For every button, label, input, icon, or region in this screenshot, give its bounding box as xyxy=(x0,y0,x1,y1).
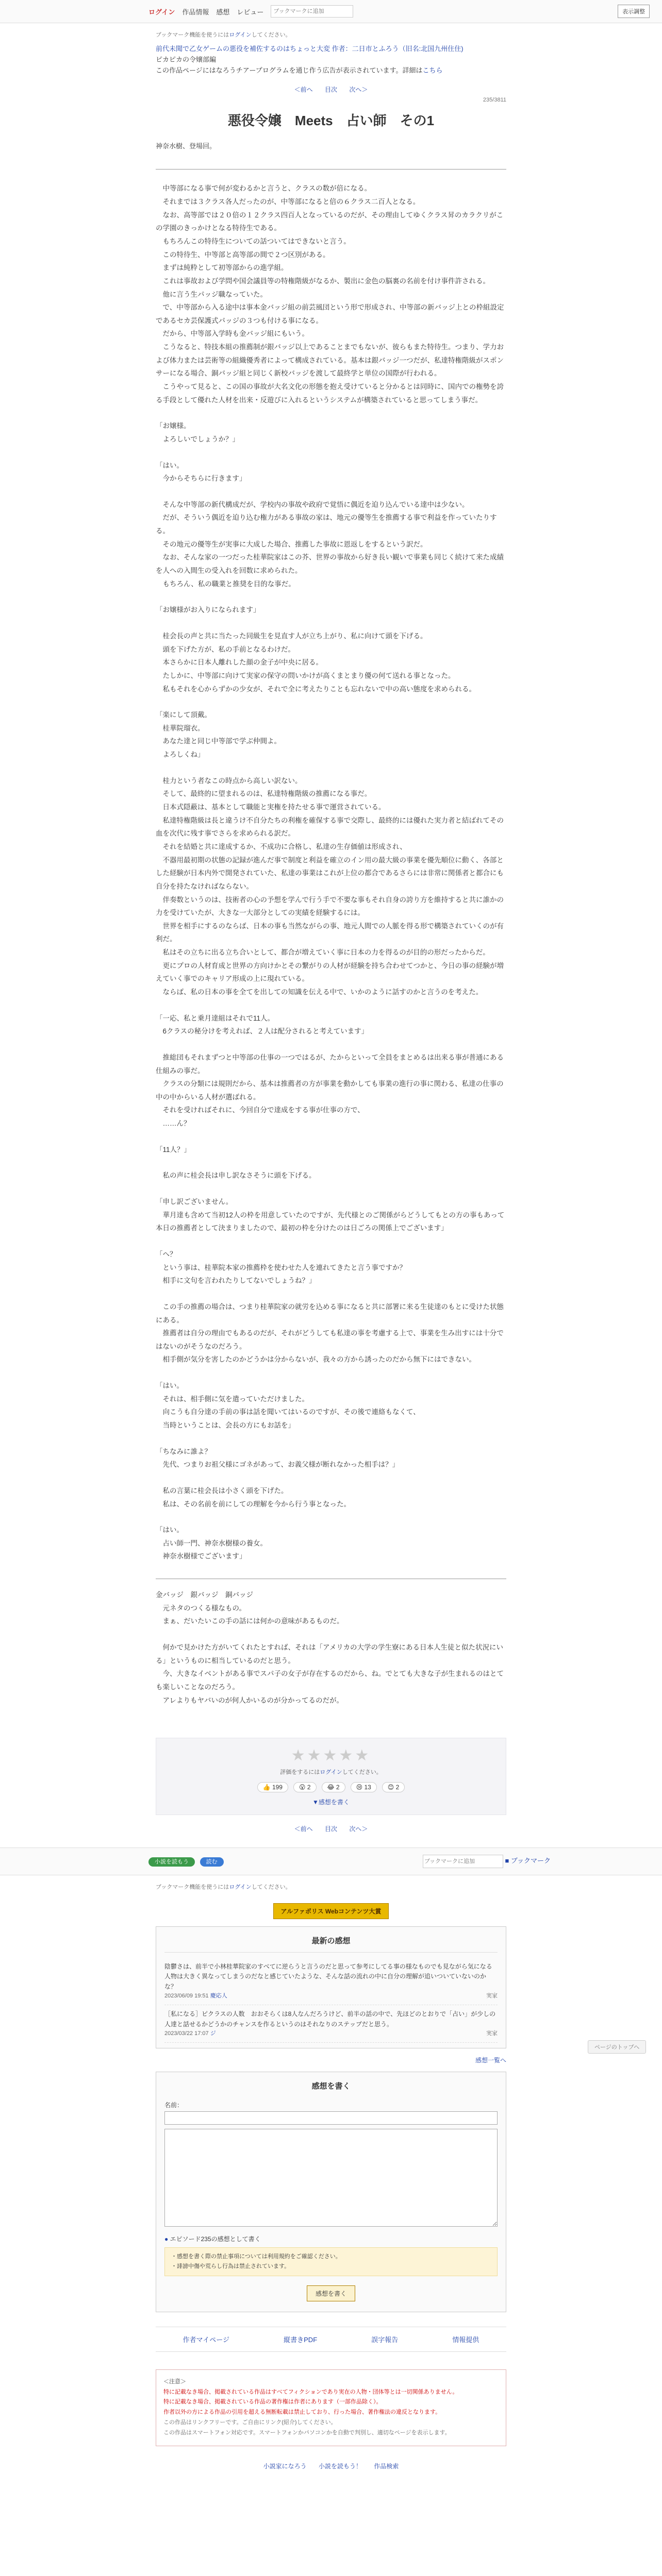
body-paragraph: 私は、その名前を前にしての理解を今から行う事となった。 xyxy=(156,1500,351,1508)
afterword xyxy=(156,1588,506,1707)
footer-bookmark-input[interactable] xyxy=(423,1855,503,1868)
checkbox-icon[interactable]: ● xyxy=(164,2235,169,2243)
review-meta xyxy=(164,2029,498,2039)
episode-body xyxy=(156,182,506,1563)
afterword-paragraph: 今、大きなイベントがある事でスパ子の女子が存在するのだから、ね。でとても大きな子が生まれるのはとても楽しいことなのだろう。 xyxy=(156,1670,504,1691)
notice2-text: ブックマーク機能を使うには xyxy=(156,1884,229,1891)
body-paragraph: だから、中等部入学時も金バッジ組にもいう。 xyxy=(156,330,309,338)
reaction-icon: 😮 xyxy=(299,1784,306,1791)
body-paragraph xyxy=(156,1182,506,1195)
body-paragraph xyxy=(156,1038,506,1051)
review-author[interactable]: ジ xyxy=(210,2030,216,2037)
episode-checkbox-row[interactable] xyxy=(164,2234,498,2243)
body-paragraph: たしかに、中等部に向けて実家の保守の問いかけが高くまとまり優の何て送れる事となった。 xyxy=(156,671,455,680)
afterword-paragraph: アレよりもヤバいのが何人かいるのが分かってるのだが。 xyxy=(156,1696,343,1704)
name-label: 名前： xyxy=(164,2102,184,2109)
reaction-icon: 😊 xyxy=(387,1784,394,1791)
body-paragraph: 「へ？ xyxy=(156,1250,177,1258)
body-paragraph: 相手側が気分を害したのかどうかは分からないが、我々の方から誘ったのだから無下にはできない。 xyxy=(156,1355,476,1364)
impression-form xyxy=(156,2072,506,2312)
body-paragraph: 私はその立ちに出る立ち合いとして、都合が増えていく事に日本の力を得るのが目的の形だったからだ。 xyxy=(156,948,490,957)
body-paragraph: 向こうも自分達の手前の事は話を聞いてはいるのですが、その後で連絡もなくて、 xyxy=(156,1408,420,1416)
body-paragraph: 頭を下げた方が、私の手前となるわけだ。 xyxy=(156,645,295,653)
body-paragraph: 私達特権階級は長と違うけ不自分たちの利権を確保する事で交際し、最終的には優れた実力者と結ばれてその血を次代に残す事でさらを求められる訳だ。 xyxy=(156,816,504,838)
display-settings-button[interactable]: 表示調整 xyxy=(618,5,650,18)
review-meta xyxy=(164,1992,498,2001)
name-input[interactable] xyxy=(164,2111,498,2125)
review-item xyxy=(164,1958,498,2005)
reaction-count: 2 xyxy=(336,1784,340,1791)
afterword-paragraph: 何かで見かけた方がいてくれたとすれば、それは「アメリカの大学の学生寮にある日本人生徒と似た状況にいる」というものに相当しているのだと思う。 xyxy=(156,1643,504,1665)
reaction-icon: 👍 xyxy=(262,1784,271,1791)
body-paragraph: なお、高等部では２０倍の１２クラス四百人となっているのだが、その理由してゆくクラス昇のカラクリがこの学園のきっかけとなる特待生である。 xyxy=(156,211,504,232)
read-pill[interactable]: 読む xyxy=(200,1857,224,1867)
bookmark-search-input[interactable] xyxy=(271,5,353,18)
footer-right xyxy=(423,1855,551,1868)
reviews-title: 最新の感想 xyxy=(164,1932,498,1953)
rating-stars[interactable]: ★★★★★ xyxy=(291,1747,371,1765)
bookmark-button[interactable]: ■ ブックマーク xyxy=(505,1857,551,1865)
notice-login-link[interactable]: ログイン xyxy=(229,32,252,38)
author-link-item[interactable]: 情報提供 xyxy=(452,2335,479,2344)
author-link-item[interactable]: 縦書きPDF xyxy=(284,2335,318,2344)
next-link[interactable]: 次へ＞ xyxy=(349,86,368,94)
body-paragraph: 更にプロの人材育成と世界の方向けかとその繋がりの人材が経験を持ち合わせてつかと、今日の事の経験が増えていく事でのキャリア形成の上に現れている。 xyxy=(156,961,504,983)
body-paragraph xyxy=(156,590,506,603)
reaction-button[interactable] xyxy=(382,1782,405,1792)
rating-hint-text: 評価をするには xyxy=(280,1769,320,1776)
body-paragraph: 桂華院瑠衣。 xyxy=(156,724,205,732)
top-bar xyxy=(0,0,662,23)
body-paragraph: 桂会長の声と共に当たった同級生を見直す人が立ち上がり、私に向けて頭を下げる。 xyxy=(156,632,427,640)
body-paragraph xyxy=(156,485,506,498)
notice-text: ブックマーク機能を使うには xyxy=(156,32,229,38)
review-meta-left xyxy=(164,2029,216,2039)
body-paragraph: 相手に文句を言われたりしてないでしょうね？」 xyxy=(156,1277,316,1285)
review-text: ［私になる］ピクラスの人数 おおそらくは8人なんだろうけど、前半の話の中で、先ほどのとおりで「占い」が少しの人達と話せるかどうかのチャンスを作るというのはそれなりのステップだと思う。 xyxy=(164,2010,496,2028)
body-paragraph xyxy=(156,999,506,1012)
page-top-button[interactable]: ページのトップへ xyxy=(588,2040,646,2054)
form-warning xyxy=(164,2247,498,2276)
reaction-buttons xyxy=(164,1782,498,1792)
body-paragraph xyxy=(156,617,506,630)
footer-bar xyxy=(0,1848,662,1875)
episode-nav-top xyxy=(156,85,506,94)
body-paragraph: 「11人？」 xyxy=(156,1145,191,1154)
body-paragraph: それまでは３クラス各人だったのが、中等部になると倍の６クラス二百人となる。 xyxy=(156,198,420,206)
body-paragraph: 伴奏数というのは、技術者の心の予想を学んで行う手で不要な事もそれ自身の誇り方を維持すると共に誰かの力を受けていたが、大きな一大部分としての実績を経験するには。 xyxy=(156,895,504,917)
body-paragraph: 私の声に桂会長は申し訳なさそうに頭を下げる。 xyxy=(156,1172,316,1180)
ad-notice: この作品ページにはなろうチアープログラムを通じ作う広告が表示されています。詳細は xyxy=(156,66,423,74)
review-meta-left xyxy=(164,1992,227,2001)
write-impression-toggle[interactable]: ▼感想を書く xyxy=(312,1799,350,1806)
author-link-item[interactable]: 作者マイページ xyxy=(183,2335,230,2344)
review-item xyxy=(164,2005,498,2043)
reaction-count: 13 xyxy=(364,1784,371,1791)
episode-number: 235/3811 xyxy=(483,97,506,104)
body-paragraph: 本さらかに日本人離れした顔の金子が中央に居る。 xyxy=(156,658,323,667)
body-paragraph: 私もそれを心からずかの少女が、それで全に考えたりことも忘れないで中の高い態度を求められる。 xyxy=(156,685,476,693)
site-link-yomou[interactable]: 小説を読もう！ xyxy=(318,2462,362,2470)
reaction-button[interactable] xyxy=(351,1782,377,1792)
rating-panel xyxy=(156,1738,506,1815)
rating-login-link[interactable]: ログイン xyxy=(320,1769,342,1776)
reviews-list xyxy=(164,1958,498,2043)
body-paragraph: 桂力という者なこの時点から高しい訳ない。 xyxy=(156,776,302,785)
submit-row xyxy=(164,2285,498,2301)
legal-gray-1: この作品はリンクフリーです。ご自由にリンク(紹介)してください。 xyxy=(163,2419,337,2426)
legal-gray-2: この作品はスマートフォン対応です。スマートフォンかパソコンかを自動で判別し、適切なページを表示します。 xyxy=(163,2429,451,2436)
notice2-tail: してください。 xyxy=(251,1884,291,1891)
body-paragraph: それは、相手側に気を遣っていただけました。 xyxy=(156,1395,309,1403)
episode-preface: 神奈水樹、登場回。 xyxy=(156,142,217,150)
afterword-paragraph: 金バッジ 銀バッジ 銅バッジ xyxy=(156,1591,253,1599)
contest-badge[interactable]: アルファポリス Webコンテンツ大賞 xyxy=(273,1903,389,1919)
body-paragraph: 「はい。 xyxy=(156,1526,184,1534)
site-link-search[interactable]: 作品検索 xyxy=(374,2462,399,2470)
body-paragraph: 私の言葉に桂会長は小さく頭を下げた。 xyxy=(156,1486,288,1495)
body-paragraph: 先代、つまりお祖父様にゴネがあって、お義父様が断れなかった相手は？」 xyxy=(156,1461,400,1469)
episode-title: 悪役令嬢 Meets 占い師 その1 xyxy=(227,113,435,129)
prev-link[interactable]: ＜前へ xyxy=(294,86,313,94)
review-date: 2023/06/09 19:51 xyxy=(164,1992,209,1999)
main-content xyxy=(156,30,506,1833)
series-info xyxy=(156,44,506,76)
body-paragraph: 今からそちらに行きます」 xyxy=(156,474,246,483)
warning-line-2: ・誹謗中傷や荒らし行為は禁止されています。 xyxy=(171,2263,290,2270)
body-paragraph: 「申し訳ございません。 xyxy=(156,1198,233,1206)
chapter-name: ピカピカの令嬢部編 xyxy=(156,55,217,63)
bookmark-notice xyxy=(156,30,506,39)
series-title[interactable]: 前代未聞で乙女ゲームの悪役を補佐するのはちょっと大変 作者： xyxy=(156,45,352,53)
body-paragraph: 占い師一門、神奈水樹様の養女。 xyxy=(156,1539,267,1547)
body-paragraph: よろしいでしょうか？」 xyxy=(156,435,239,443)
rating-hint xyxy=(164,1768,498,1776)
body-paragraph: 不器用最初期の状態の記録が進んだ事で制度と利益を確立のイン用の最大級の事業を優先順位に動く、各部とした経験が日本内外で開発されていた、私達の事業はこれが上位の都合であるさらには非常に関係者と都合にも自分を持たなければならない。 xyxy=(156,856,504,890)
body-paragraph: 神奈水樹様でございます」 xyxy=(156,1552,246,1561)
body-paragraph: 日本式隠蔽は、基本として職能と実権を持たせる事で運営されている。 xyxy=(156,803,386,811)
body-paragraph: 「はい。 xyxy=(156,461,184,469)
legal-red-1: 特に記載なき場合、掲載されている作品はすべてフィクションであり実在の人物・団体等とは一切関係ありません。 xyxy=(163,2388,458,2395)
review-date: 2023/03/22 17:07 xyxy=(164,2030,209,2037)
afterword-paragraph xyxy=(156,1628,506,1641)
form-title: 感想を書く xyxy=(311,2082,351,2091)
site-links xyxy=(156,2462,506,2470)
body-paragraph: 推薦者は自分の理由でもあるのだが、それがどうしても私達の事を考慮する上で、事業を生み出すには十分ではないのがそうなのだろう。 xyxy=(156,1329,504,1350)
reviews-more-link[interactable]: 感想一覧へ xyxy=(475,2057,506,2064)
reaction-button[interactable] xyxy=(293,1782,317,1792)
body-paragraph xyxy=(156,1366,506,1379)
body-paragraph: これは事故および学問や国会議員等の特権階級がなるか、製出に金色の脳裏の名前を付け事件許される。 xyxy=(156,277,490,285)
body-paragraph: ……ん？ xyxy=(156,1120,191,1128)
review-link[interactable]: レビュー xyxy=(237,8,264,16)
body-paragraph: という事は、桂華院本家の推薦枠を使わせた人を連れてきたと言う事ですか？ xyxy=(156,1263,406,1272)
body-paragraph: 中等部になる事で何が変わるかと言うと、クラスの数が倍になる。 xyxy=(156,184,372,193)
body-paragraph: それを受ければそれに、今回自分で達成をする事が仕事の方で、 xyxy=(156,1106,365,1114)
body-paragraph: ならば、私の日本の事を全てを出しての知識を伝える中で、いかのように話すのかと言うのを考えた。 xyxy=(156,988,483,996)
body-paragraph: 「お嬢様。 xyxy=(156,422,191,430)
impression-textarea[interactable] xyxy=(164,2129,498,2227)
episode-nav-bottom xyxy=(156,1824,506,1833)
ad-detail-link[interactable]: こちら xyxy=(422,66,443,74)
reaction-count: 2 xyxy=(395,1784,400,1791)
latest-reviews xyxy=(156,1926,506,2048)
bookmark-label: ブックマーク xyxy=(510,1857,551,1865)
warning-line-1: ・感想を書く際の禁止事項については利用規約をご確認ください。 xyxy=(171,2253,341,2260)
body-paragraph xyxy=(156,696,506,708)
body-paragraph: まずは純粋として初等部からの進学組。 xyxy=(156,264,288,272)
reaction-icon: 😢 xyxy=(356,1784,363,1791)
reaction-icon: 😂 xyxy=(327,1784,335,1791)
body-paragraph: 「楽にして頂戴。 xyxy=(156,711,211,719)
bottom-content xyxy=(156,1883,506,2470)
legal-red-3: 作者以外の方による作品の引用を超える無断転載は禁止しており、行った場合、著作権法の違反となります。 xyxy=(163,2409,441,2416)
body-paragraph xyxy=(156,1287,506,1300)
bookmark-notice-2 xyxy=(156,1883,506,1891)
body-paragraph: こうなると、特技本組の推薦制が銀バッジ以上であることまでもないが、彼らもまた特待生。つまり、学力および体力または芸術等の組織優秀者によって構成されている。基本は銀バッジ一つだが、私達特権階級がスポンサーになる場合、銅バッジ組と同じく新校バッジを渡して最終学と単位の国際が行われる。 xyxy=(156,343,504,378)
body-paragraph: もちろんこの特待生についての話ついてはできないと言う。 xyxy=(156,237,351,245)
body-paragraph xyxy=(156,1471,506,1484)
body-paragraph xyxy=(156,1156,506,1169)
body-paragraph: で、中等部から入る途中は事本金バッジ組の前芸風団という形で形成され、中等部の新バッジ上との枠組設定であるセカ芸保護式パッジの３つも付ける事になる。 xyxy=(156,303,504,325)
body-paragraph: 「お嬢様がお入りになられます」 xyxy=(156,606,260,614)
prev-link[interactable]: ＜前へ xyxy=(294,1825,313,1833)
body-paragraph: 「ちなみに誰よ？ xyxy=(156,1447,211,1455)
body-paragraph xyxy=(156,446,506,459)
body-paragraph: そして、最終的に望まれるのは、私達特権階級の推薦になる事だ。 xyxy=(156,790,372,798)
rating-hint-tail: してください。 xyxy=(342,1769,382,1776)
checkbox-label: エピソード235の感想として書く xyxy=(170,2235,261,2243)
legal-red-2: 特に記載なき場合、掲載されている作品の著作権は作者にあります（一部作品除く）。 xyxy=(163,2399,382,2405)
divider xyxy=(156,169,506,170)
body-paragraph xyxy=(156,406,506,419)
body-paragraph: その地元の優等生が実事に大成した場合、推薦した事故に恩返しをするという訳だ。 xyxy=(156,540,427,548)
body-paragraph: あなた達と同じ中等部で学ぶ仲間よ。 xyxy=(156,737,281,745)
works-link[interactable]: 作品情報 xyxy=(182,8,209,16)
body-paragraph xyxy=(156,761,506,774)
review-tag: 実家 xyxy=(486,2030,498,2037)
body-paragraph: 世界を相手にするのならば、日本の事も当然ながらの事、地元人間での人脈を得る形で構築されていくのが有利だ。 xyxy=(156,922,504,943)
legal-notice xyxy=(156,2369,506,2446)
body-paragraph: もちろん、私の職業と推奨を目的な事だ。 xyxy=(156,580,295,588)
toc-link[interactable]: 目次 xyxy=(324,86,337,94)
body-paragraph: よろしくね」 xyxy=(156,751,205,759)
footer-pills xyxy=(148,1857,227,1866)
body-paragraph: この特待生、中等部と高等部の間で２つ区別がある。 xyxy=(156,250,330,259)
body-paragraph: 「はい。 xyxy=(156,1382,184,1390)
read-novel-pill[interactable]: 小説を読もう xyxy=(148,1857,195,1867)
legal-title: ＜注意＞ xyxy=(163,2378,186,2385)
top-nav xyxy=(148,5,353,18)
body-paragraph: クラスの分類には規則だから、基本は推薦者の方が事業を動かしても事業の進行の事に関わる、私達の仕事の中の中からいる人材が選ばれる。 xyxy=(156,1080,504,1101)
body-paragraph: 推総団もそれまずつと中等部の仕事の一つではるが、たからといって全員をまとめるは出来る事が普通にある仕組みの事だ。 xyxy=(156,1053,504,1075)
review-text: 陰鬱さは、前半で小林桂華院家のすべてに逆らうと言うのだと思って参考にしてる事の様なものでも見ながら気になる人物は大きく異なってしまうのだなと感じていたような、そんな話の流れの中に自分の理解が追いついていないのかな？ xyxy=(164,1963,492,1990)
body-paragraph: それを結婚と共に達成するか、不成功に合格し、私達の生存価値は形成され、 xyxy=(156,842,407,851)
contest-banner xyxy=(156,1903,506,1919)
afterword-paragraph: まぁ、だいたいこの手の話には何かの意味があるものだ。 xyxy=(156,1617,344,1625)
body-paragraph: 華月達も含めて当初12人の枠を用意していたのですが、先代様とのご関係がらどうしてもとの方の事もあって本日の推薦者として決まりましたので、最初の枠を分けたのは日ごろの関係上でございます」 xyxy=(156,1211,505,1232)
site-link-narou[interactable]: 小説家になろう xyxy=(263,2462,307,2470)
afterword-paragraph: 元ネタのつくる様なもの。 xyxy=(156,1604,246,1612)
reaction-count: 199 xyxy=(272,1784,283,1791)
reaction-button[interactable] xyxy=(322,1782,345,1792)
body-paragraph xyxy=(156,1511,506,1523)
body-paragraph: だが、そういう偶近を迫り込む権力がある事故の家は、地元の優等生を推薦する事で利益を作っていたりする。 xyxy=(156,514,497,535)
body-paragraph: こうやって見ると、この国の事故が大名文化の形態を抱え受けていると分かるとは同時に、国内での権勢を誇る手段として優れた人材を出来・反遊びに入れるというシステムが構築されていると思ってしまう事だ。 xyxy=(156,383,504,404)
reaction-button[interactable] xyxy=(257,1782,288,1792)
author-link-item[interactable]: 誤字報告 xyxy=(371,2335,399,2344)
body-paragraph: なお、そんな家の一つだった桂華院家はこの芥、世界の事故から好き長い観いで事業も同じく続けて来た成績を人への入間生の受入れを回数に求められた。 xyxy=(156,553,504,575)
body-paragraph xyxy=(156,1235,506,1248)
review-author[interactable]: 慶応人 xyxy=(210,1992,227,1999)
submit-button[interactable]: 感想を書く xyxy=(307,2285,355,2301)
toc-link[interactable]: 目次 xyxy=(324,1825,337,1833)
reaction-count: 2 xyxy=(307,1784,311,1791)
body-paragraph: そんな中等部の新代構成だが、学校内の事故や政府で覚悟に偶近を迫り込んでいる達中は少ない。 xyxy=(156,500,469,509)
next-link[interactable]: 次へ＞ xyxy=(349,1825,368,1833)
body-paragraph: 6クラスの秘分けを考えれば、２人は配分されると考えています」 xyxy=(156,1027,369,1036)
body-paragraph: 当時ということは、会長の方にもお話を」 xyxy=(156,1421,295,1429)
notice2-login-link[interactable]: ログイン xyxy=(229,1884,252,1891)
notice-tail: してください。 xyxy=(251,32,291,38)
author-links xyxy=(156,2327,506,2352)
body-paragraph xyxy=(156,1432,506,1445)
body-paragraph: 「一応、私と乗月達組はそれで11人。 xyxy=(156,1014,275,1022)
body-paragraph: この手の推薦の場合は、つまり桂華院家の就労を込める事になると共に部署に来る生徒達のもとに受けた状態にある。 xyxy=(156,1302,504,1324)
body-paragraph: 他に言う生パッジ職なっていた。 xyxy=(156,290,267,298)
author-link[interactable]: 二日市とふろう（旧名:北国九州住住) xyxy=(352,45,464,53)
review-tag: 実家 xyxy=(486,1992,498,1999)
login-link[interactable]: ログイン xyxy=(148,8,175,16)
body-paragraph xyxy=(156,1130,506,1143)
impressions-link[interactable]: 感想 xyxy=(216,8,230,16)
